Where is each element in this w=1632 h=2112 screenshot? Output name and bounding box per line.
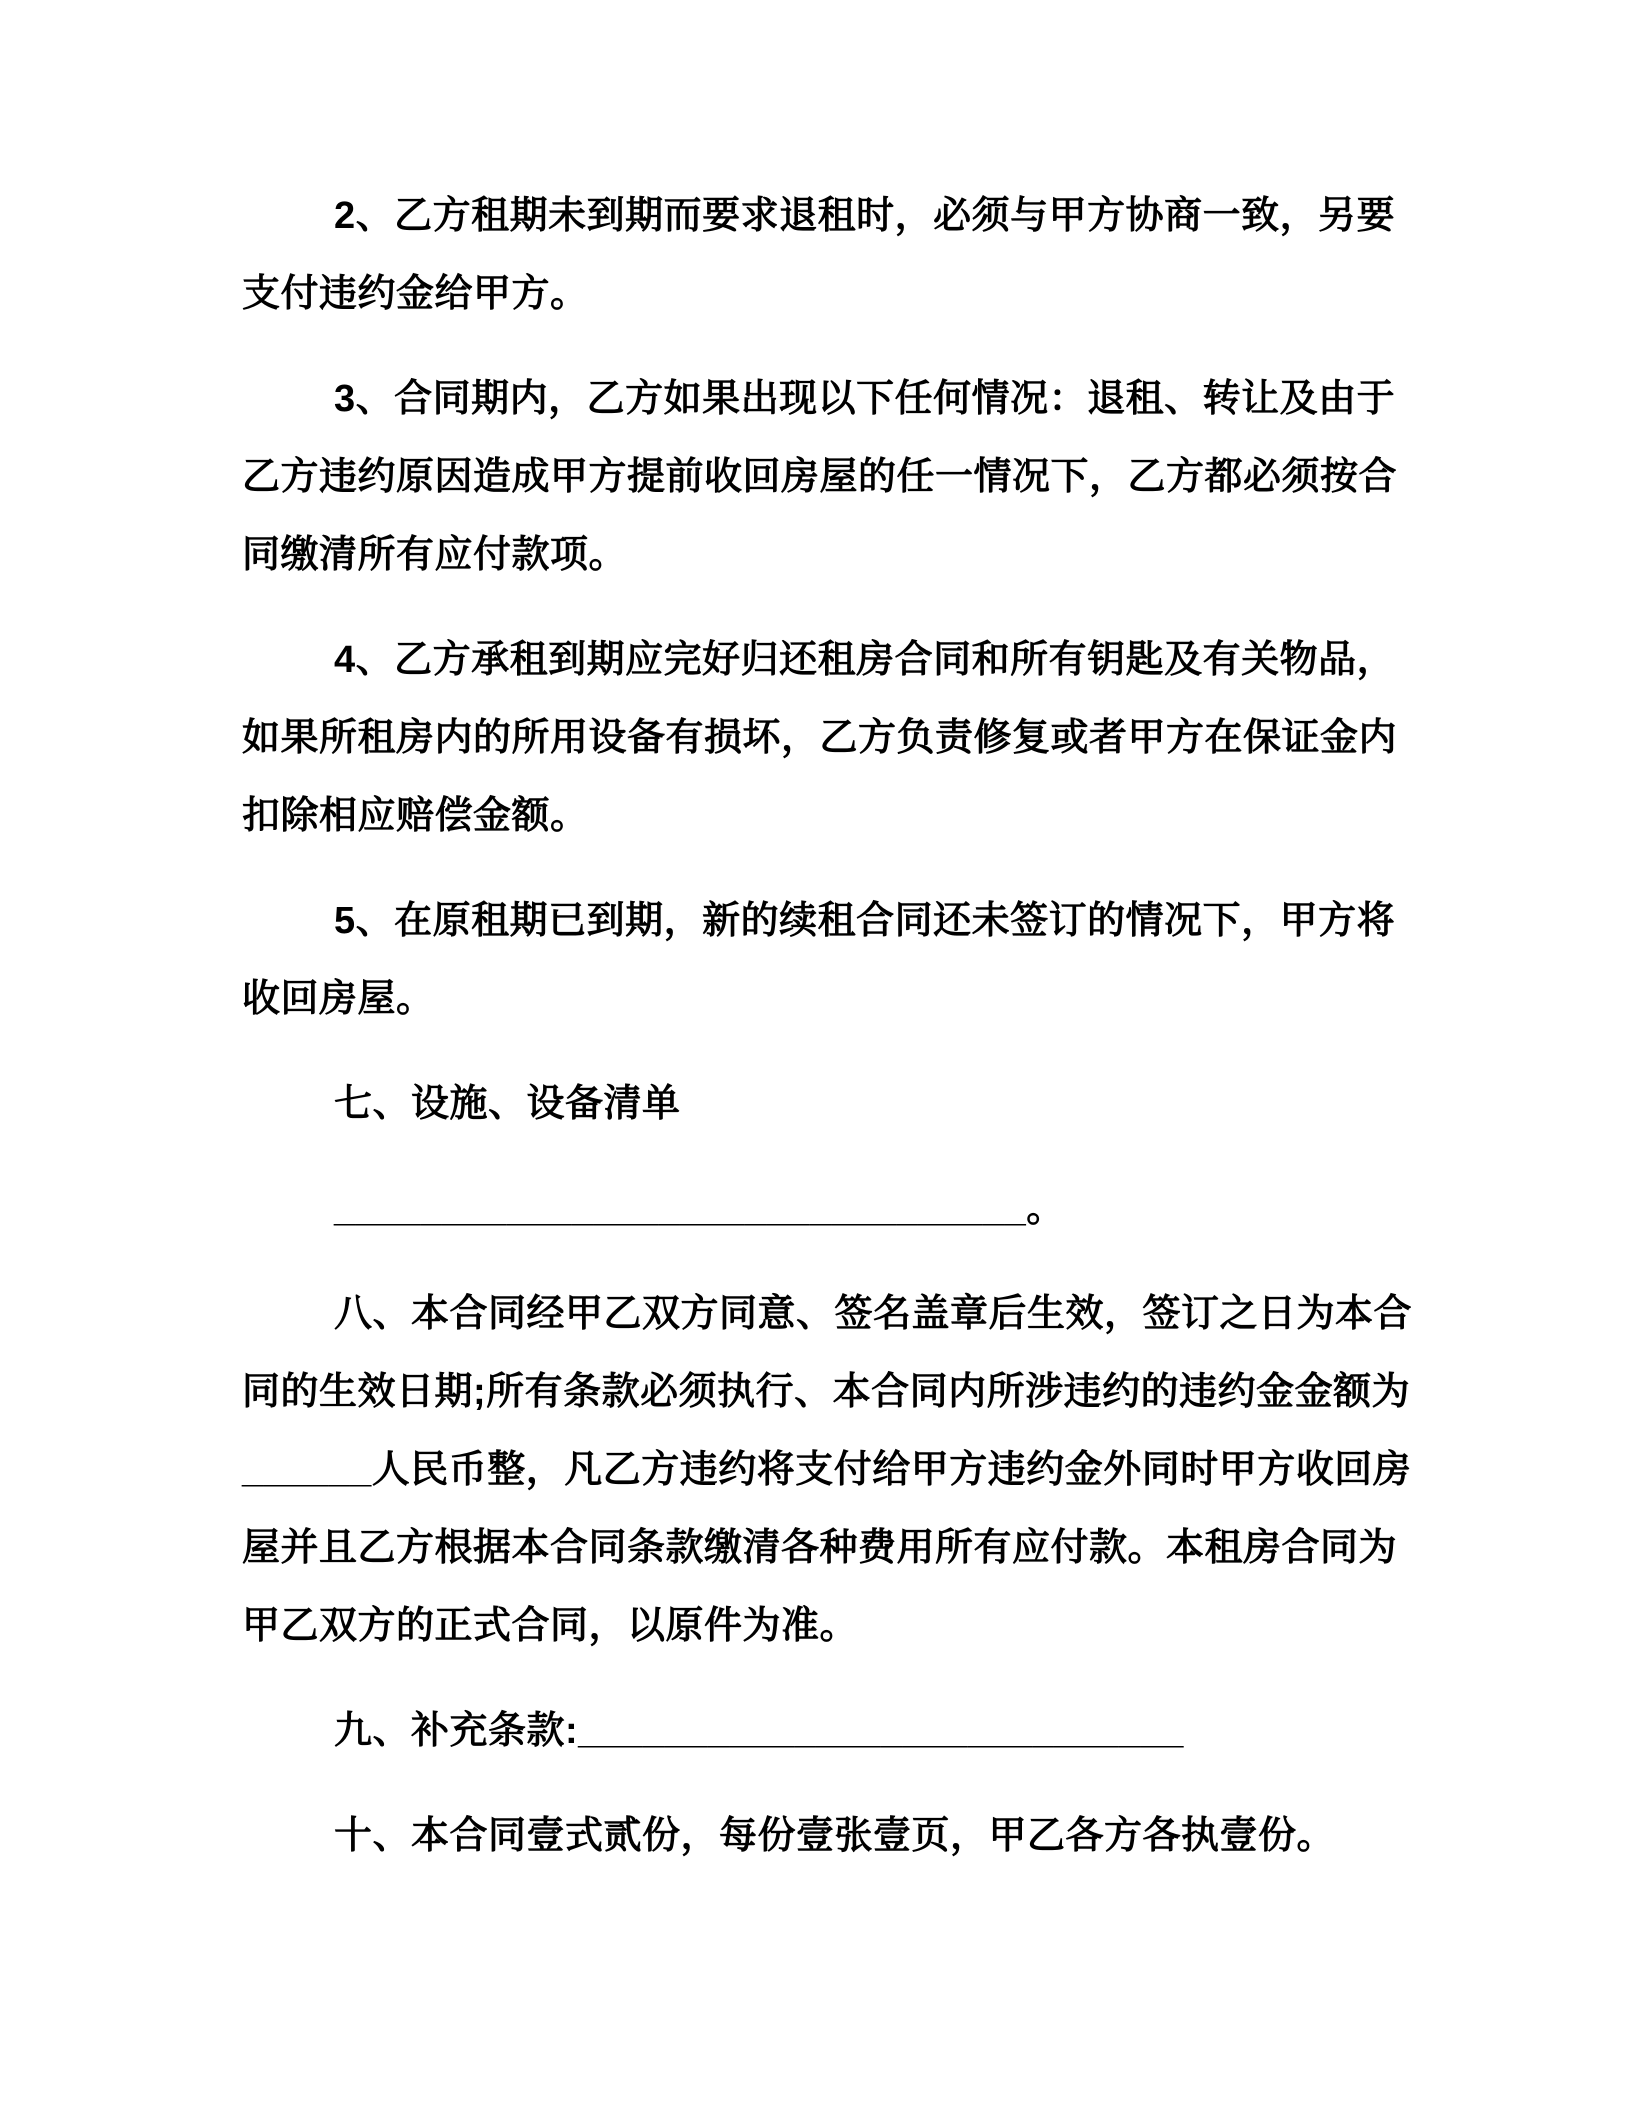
clause-9-supplementary xyxy=(242,1692,1402,1770)
text-line: 八、本合同经甲乙双方同意、签名盖章后生效，签订之日为本合 xyxy=(334,1293,1413,1335)
text-line: 2、乙方租期未到期而要求退租时，必须与甲方协商一致，另要 xyxy=(334,195,1396,237)
text-line: 屋并且乙方根据本合同条款缴清各种费用所有应付款。本租房合同为 xyxy=(242,1527,1398,1569)
clause-5 xyxy=(242,882,1402,1038)
contract-body xyxy=(242,177,1413,1902)
text-line: 同缴清所有应付款项。 xyxy=(242,534,628,576)
text-line: 5、在原租期已到期，新的续租合同还未签订的情况下，甲方将 xyxy=(334,900,1396,942)
clause-7-blank-fill-line xyxy=(242,1170,1402,1248)
text-line: 乙方违约原因造成甲方提前收回房屋的任一情况下，乙方都必须按合 xyxy=(242,456,1398,498)
text-line: 九、补充条款:____________________________ xyxy=(334,1710,1184,1752)
text-line: 甲乙双方的正式合同，以原件为准。 xyxy=(242,1605,859,1647)
text-line: 支付违约金给甲方。 xyxy=(242,273,589,315)
text-line: 收回房屋。 xyxy=(242,978,435,1020)
text-line: ______人民币整，凡乙方违约将支付给甲方违约金外同时甲方收回房 xyxy=(242,1449,1412,1491)
text-line: 如果所租房内的所用设备有损坏，乙方负责修复或者甲方在保证金内 xyxy=(242,717,1398,759)
text-line: 3、合同期内，乙方如果出现以下任何情况：退租、转让及由于 xyxy=(334,378,1396,420)
blank-underline: ________________________________。 xyxy=(334,1188,1065,1230)
clause-3 xyxy=(242,360,1402,594)
text-line: 七、设施、设备清单 xyxy=(334,1083,681,1125)
text-line: 十、本合同壹式贰份，每份壹张壹页，甲乙各方各执壹份。 xyxy=(334,1815,1336,1857)
clause-10 xyxy=(242,1797,1402,1875)
clause-7-heading xyxy=(242,1065,1402,1143)
clause-2 xyxy=(242,177,1402,333)
clause-8 xyxy=(242,1275,1413,1665)
text-line: 同的生效日期;所有条款必须执行、本合同内所涉违约的违约金金额为 xyxy=(242,1371,1411,1413)
text-line: 扣除相应赔偿金额。 xyxy=(242,795,589,837)
text-line: 4、乙方承租到期应完好归还租房合同和所有钥匙及有关物品， xyxy=(334,639,1396,681)
clause-4 xyxy=(242,621,1402,855)
